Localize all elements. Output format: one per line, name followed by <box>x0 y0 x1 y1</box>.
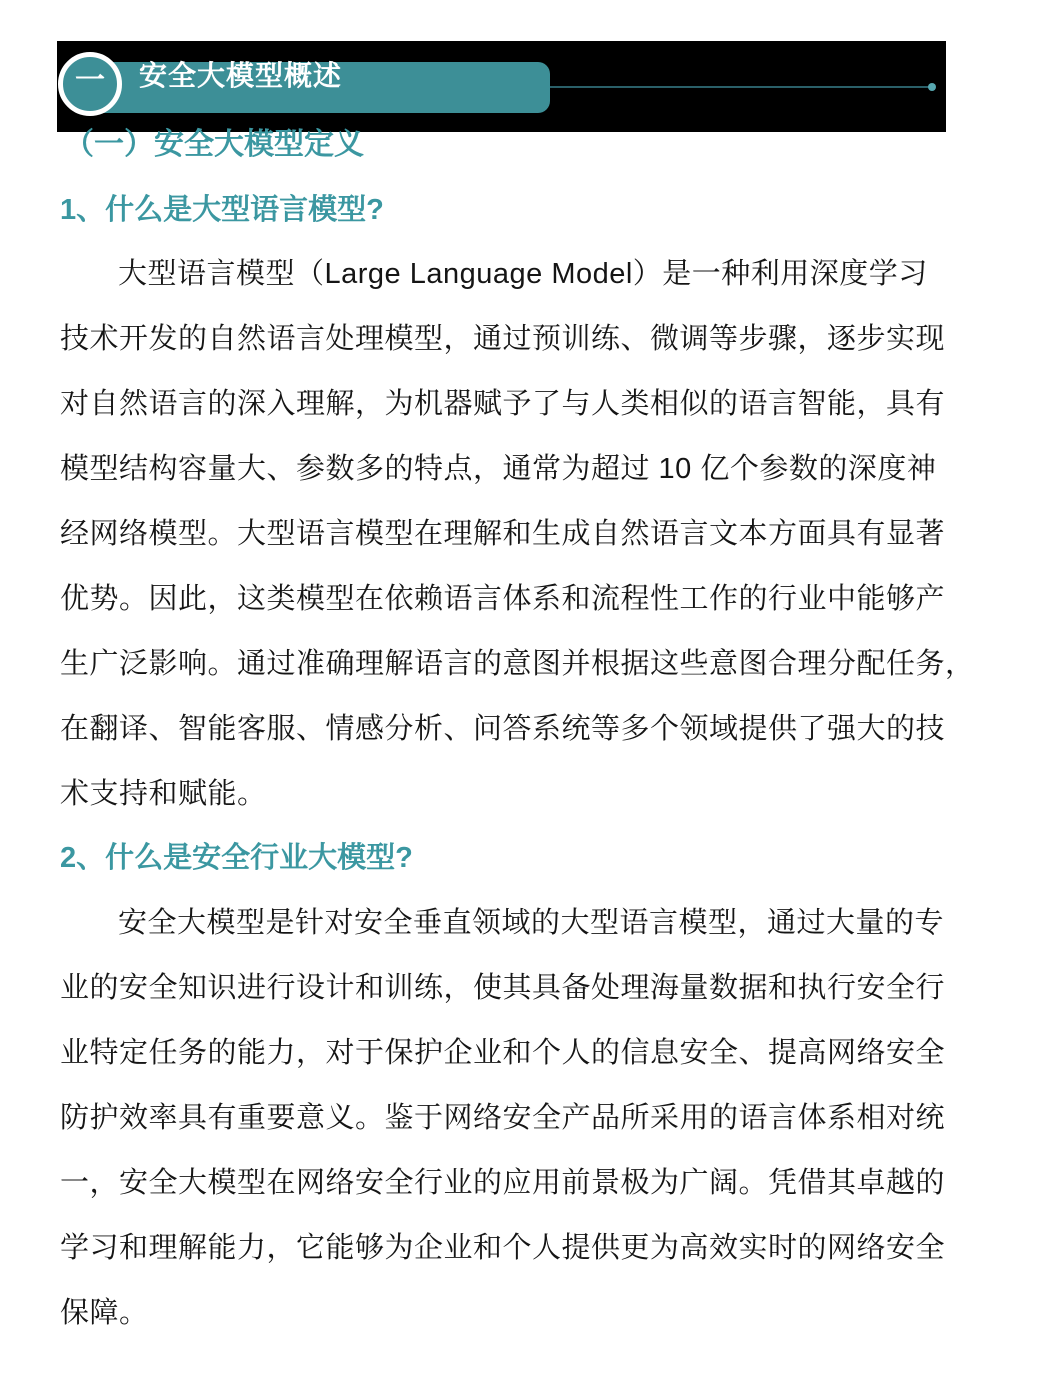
section-heading-1: 1、什么是大型语言模型? <box>60 194 384 226</box>
chapter-number-text: 一 <box>75 64 105 97</box>
paragraph-1 <box>60 242 975 827</box>
text-line: 学习和理解能力，它能够为企业和个人提供更为高效实时的网络安全 <box>60 1232 946 1264</box>
text-line: 生广泛影响。通过准确理解语言的意图并根据这些意图合理分配任务， <box>60 648 975 680</box>
text-line: 防护效率具有重要意义。鉴于网络安全产品所采用的语言体系相对统 <box>60 1102 946 1134</box>
text-line: 一，安全大模型在网络安全行业的应用前景极为广阔。凭借其卓越的 <box>60 1167 946 1199</box>
text-line: 保障。 <box>60 1297 149 1329</box>
paragraph-2 <box>60 891 946 1346</box>
text-line: 模型结构容量大、参数多的特点，通常为超过 10 亿个参数的深度神 <box>60 453 937 485</box>
text-line: 业特定任务的能力，对于保护企业和个人的信息安全、提高网络安全 <box>60 1037 946 1069</box>
text-line: 技术开发的自然语言处理模型，通过预训练、微调等步骤，逐步实现 <box>60 323 946 355</box>
text-line: 经网络模型。大型语言模型在理解和生成自然语言文本方面具有显著 <box>60 518 946 550</box>
text-line: 大型语言模型（Large Language Model）是一种利用深度学习 <box>118 258 928 290</box>
text-line: 在翻译、智能客服、情感分析、问答系统等多个领域提供了强大的技 <box>60 713 946 745</box>
section-heading-2: 2、什么是安全行业大模型? <box>60 842 413 874</box>
text-line: 术支持和赋能。 <box>60 778 267 810</box>
text-line: 对自然语言的深入理解，为机器赋予了与人类相似的语言智能，具有 <box>60 388 946 420</box>
banner-connector-line <box>550 86 930 88</box>
text-line: 优势。因此，这类模型在依赖语言体系和流程性工作的行业中能够产 <box>60 583 946 615</box>
text-line: 安全大模型是针对安全垂直领域的大型语言模型，通过大量的专 <box>118 907 945 939</box>
chapter-number-badge <box>58 52 122 116</box>
chapter-title: 安全大模型概述 <box>139 60 343 91</box>
banner-end-dot-icon <box>928 83 936 91</box>
section-subtitle: （一）安全大模型定义 <box>64 128 364 161</box>
chapter-banner <box>57 41 946 132</box>
text-line: 业的安全知识进行设计和训练，使其具备处理海量数据和执行安全行 <box>60 972 946 1004</box>
